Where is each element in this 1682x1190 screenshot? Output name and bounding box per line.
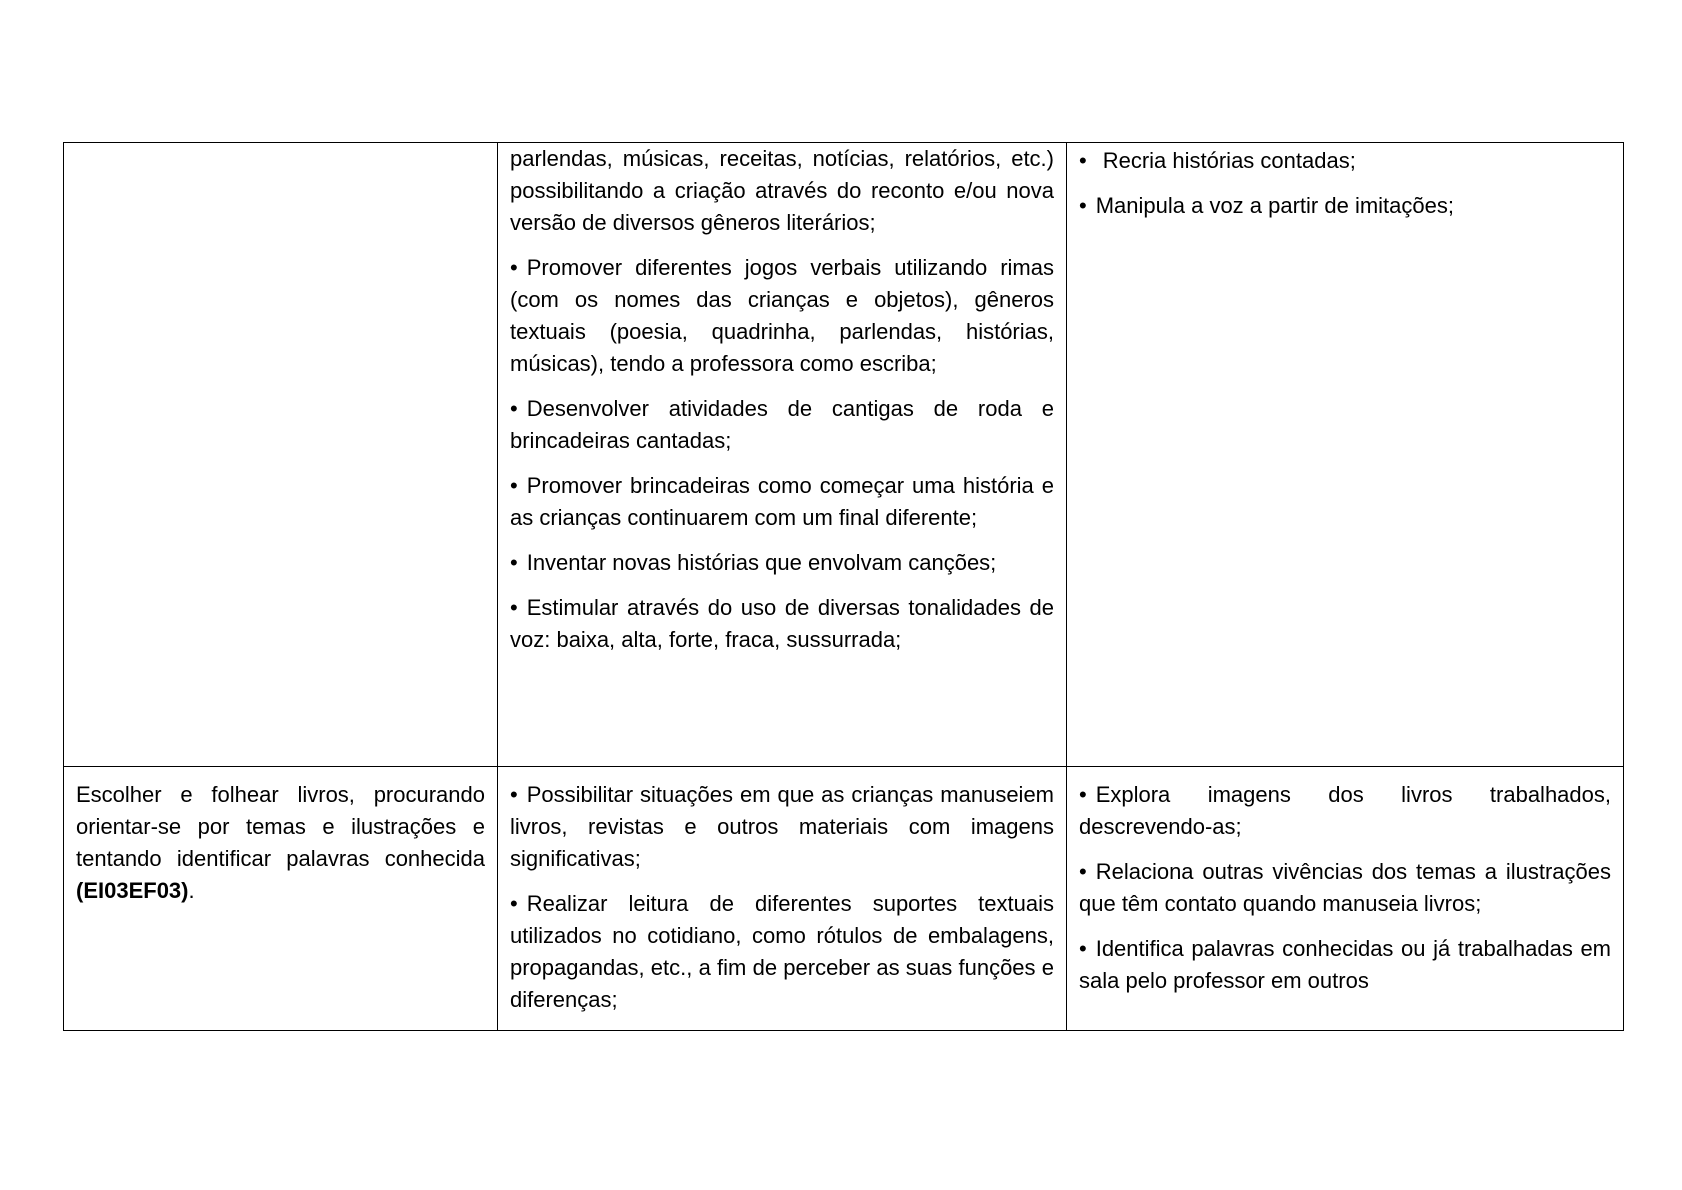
objective-code: (EI03EF03) <box>76 878 189 903</box>
activity-item: • Inventar novas histórias que envolvam canções; <box>510 547 1054 579</box>
objective-cell-empty <box>64 143 498 767</box>
outcomes-cell <box>1067 143 1624 767</box>
activity-item: • Desenvolver atividades de cantigas de roda e brincadeiras cantadas; <box>510 393 1054 457</box>
objective-cell <box>64 767 498 1031</box>
bullet-icon: • <box>1079 782 1087 807</box>
outcome-item: • Manipula a voz a partir de imitações; <box>1079 190 1611 222</box>
activities-cell <box>498 143 1067 767</box>
bullet-icon: • <box>1079 148 1087 173</box>
outcome-item: • Relaciona outras vivências dos temas a ilustrações que têm contato quando manuseia livros; <box>1079 856 1611 920</box>
outcome-item: • Explora imagens dos livros trabalhados, descrevendo-as; <box>1079 779 1611 843</box>
bullet-icon: • <box>510 550 518 575</box>
outcome-item: • Identifica palavras conhecidas ou já trabalhadas em sala pelo professor em outros <box>1079 933 1611 997</box>
bullet-icon: • <box>1079 859 1087 884</box>
activity-continued-text: parlendas, músicas, receitas, notícias, relatórios, etc.) possibilitando a criação através do reconto e/ou nova versão de diversos gêneros literários; <box>510 146 1054 235</box>
activity-item: • Estimular através do uso de diversas tonalidades de voz: baixa, alta, forte, fraca, sussurrada; <box>510 592 1054 656</box>
outcome-item: • Recria histórias contadas; <box>1079 145 1611 177</box>
bullet-icon: • <box>510 255 518 280</box>
activities-cell <box>498 767 1067 1031</box>
bullet-icon: • <box>510 473 518 498</box>
bullet-icon: • <box>510 396 518 421</box>
bullet-icon: • <box>510 595 518 620</box>
activity-item: • Promover brincadeiras como começar uma história e as crianças continuarem com um final diferente; <box>510 470 1054 534</box>
outcomes-cell <box>1067 767 1624 1031</box>
bullet-icon: • <box>1079 193 1087 218</box>
objective-text: Escolher e folhear livros, procurando orientar-se por temas e ilustrações e tentando identificar palavras conhecida (EI03EF03). <box>76 782 485 903</box>
bullet-icon: • <box>510 782 518 807</box>
activity-item: • Possibilitar situações em que as crianças manuseiem livros, revistas e outros materiais com imagens significativas; <box>510 779 1054 875</box>
curriculum-table <box>63 142 1624 1031</box>
bullet-icon: • <box>510 891 518 916</box>
table-row <box>64 767 1624 1031</box>
activity-item: • Promover diferentes jogos verbais utilizando rimas (com os nomes das crianças e objetos), gêneros textuais (poesia, quadrinha, parlendas, histórias, músicas), tendo a professora como escriba; <box>510 252 1054 380</box>
table-row <box>64 143 1624 767</box>
activity-item: • Realizar leitura de diferentes suportes textuais utilizados no cotidiano, como rótulos de embalagens, propagandas, etc., a fim de perceber as suas funções e diferenças; <box>510 888 1054 1016</box>
bullet-icon: • <box>1079 936 1087 961</box>
